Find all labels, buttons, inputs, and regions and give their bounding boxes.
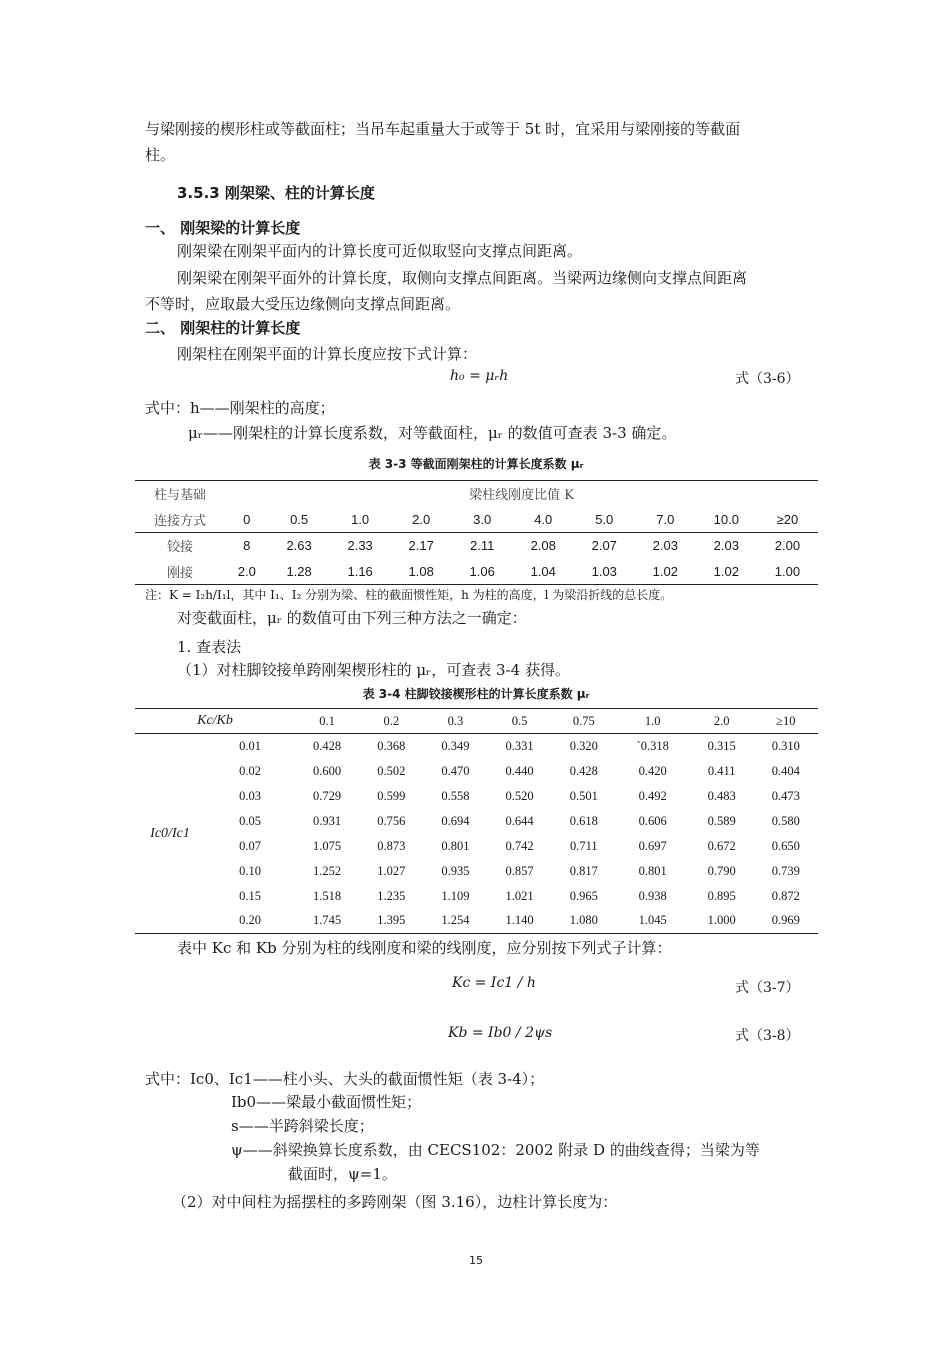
table-cell: 0.935 (441, 863, 470, 878)
table-note: 注：K = I₂h/I₁l，其中 I₁、I₂ 分别为梁、柱的截面惯性矩，h 为柱的高度，l 为梁沿折线的总长度。 (145, 588, 673, 602)
table-cell: 2.63 (286, 538, 312, 554)
table-cell: 1.02 (635, 559, 696, 585)
table-cell: 1.021 (505, 888, 534, 903)
table-cell: 0.558 (441, 788, 470, 803)
table-cell: 0.756 (377, 813, 406, 828)
table-cell: 0.580 (771, 813, 800, 828)
ratio-cell: 0.10 (239, 863, 261, 878)
table-cell: 1.075 (313, 838, 342, 853)
subsection-heading-column: 二、 刚架柱的计算长度 (145, 319, 301, 337)
table-cell: 0.440 (505, 763, 534, 778)
table-cell: 0.790 (707, 863, 736, 878)
column-header: 0.5 (488, 709, 552, 734)
table-row (135, 834, 818, 859)
span-header: 梁柱线刚度比值 K (225, 481, 818, 507)
row-label: 刚接 (135, 559, 225, 585)
row-label: 铰接 (166, 540, 193, 556)
row-header: 柱与基础 (135, 481, 225, 507)
table-cell: 0.650 (771, 838, 800, 853)
table-cell: 2.03 (652, 538, 678, 554)
table-cell: 0.310 (771, 738, 800, 753)
paragraph-line: 与梁刚接的楔形柱或等截面柱；当吊车起重量大于或等于 5t 时，宜采用与梁刚接的等截面 (145, 120, 741, 138)
table-cell: 0.428 (313, 738, 342, 753)
ratio-cell: 0.03 (239, 788, 261, 803)
table-3-3 (135, 480, 818, 585)
table-cell: 2.17 (408, 538, 434, 554)
equation-number: 式（3-6） (735, 371, 800, 387)
table-cell: 1.254 (423, 909, 487, 934)
table-cell: 0.644 (505, 813, 534, 828)
table-cell: 0.411 (707, 763, 736, 778)
table-cell: 0.483 (707, 788, 736, 803)
table-cell: 7.0 (635, 507, 696, 533)
table-cell: 0.606 (638, 813, 667, 828)
equation-3-8: Kb = Ib0 / 2ψs (448, 1025, 553, 1041)
table-cell: 1.0 (330, 507, 391, 533)
paragraph-line: （2）对中间柱为摇摆柱的多跨刚架（图 3.16），边柱计算长度为： (172, 1193, 618, 1211)
column-header: 2.0 (690, 709, 754, 734)
ratio-cell: 0.20 (205, 909, 295, 934)
table-cell: 2.0 (225, 559, 269, 585)
table-cell: 0.931 (313, 813, 342, 828)
equation-number: 式（3-7） (735, 980, 800, 996)
table-cell: 0.801 (441, 838, 470, 853)
table-cell: 2.08 (530, 538, 556, 554)
table-cell: 1.16 (330, 559, 391, 585)
paragraph-line: s——半跨斜梁长度； (231, 1117, 374, 1135)
table-cell: 2.07 (591, 538, 617, 554)
column-header: 0.2 (359, 709, 423, 734)
table-cell: 1.000 (690, 909, 754, 934)
table-cell: 0.938 (638, 888, 667, 903)
table-cell: 0.729 (313, 788, 342, 803)
table-cell: 1.518 (313, 888, 342, 903)
column-header: 0.75 (552, 709, 616, 734)
table-cell: 0.501 (569, 788, 598, 803)
paragraph-line: 刚架柱在刚架平面的计算长度应按下式计算： (177, 345, 478, 363)
paragraph-line: Ib0——梁最小截面惯性矩； (231, 1093, 422, 1111)
table-cell: 2.33 (347, 538, 373, 554)
table-cell: 1.04 (513, 559, 574, 585)
table-cell: 0 (225, 507, 269, 533)
table-cell: 0.895 (707, 888, 736, 903)
page-number: 15 (469, 1254, 483, 1267)
table-cell: 0.599 (377, 788, 406, 803)
k-values-row (135, 507, 818, 533)
table-cell: 0.817 (569, 863, 598, 878)
table-cell: 1.06 (452, 559, 513, 585)
table-cell: 1.00 (757, 559, 818, 585)
table-cell: 8 (243, 538, 251, 554)
paragraph-line: 柱。 (145, 146, 176, 164)
table-cell: 0.801 (638, 863, 667, 878)
table-cell: 2.11 (470, 538, 495, 554)
column-header: 0.3 (423, 709, 487, 734)
paragraph-line: 截面时，ψ=1。 (288, 1165, 397, 1183)
paragraph-line: 对变截面柱，μᵣ 的数值可由下列三种方法之一确定： (177, 609, 527, 627)
table-cell: 0.694 (441, 813, 470, 828)
table-row (135, 734, 818, 759)
table-cell: 0.969 (754, 909, 818, 934)
ratio-cell: 0.05 (239, 813, 261, 828)
table-cell: 1.252 (313, 863, 342, 878)
equation-3-6: h₀ = μᵣh (450, 368, 509, 384)
table-cell: 0.5 (269, 507, 330, 533)
table-cell: 0.600 (313, 763, 342, 778)
table-3-4 (135, 708, 818, 934)
row-axis-label: Ic0/Ic1 (135, 734, 205, 934)
table-cell: 1.235 (377, 888, 406, 903)
paragraph-line: 不等时，应取最大受压边缘侧向支撑点间距离。 (145, 295, 461, 313)
table-cell: 0.315 (707, 738, 736, 753)
paragraph-line: μᵣ——刚架柱的计算长度系数，对等截面柱，μᵣ 的数值可查表 3-3 确定。 (188, 424, 677, 442)
table-cell: 0.618 (569, 813, 598, 828)
table-cell: 1.02 (696, 559, 757, 585)
ratio-cell: 0.01 (239, 738, 261, 753)
table-cell: 0.492 (638, 788, 667, 803)
paragraph-line: 式中：Ic0、Ic1——柱小头、大头的截面惯性矩（表 3-4）； (145, 1070, 545, 1088)
table-row (135, 559, 818, 585)
table-cell: 0.320 (569, 738, 598, 753)
table-cell: 0.965 (569, 888, 598, 903)
table-cell: 0.420 (638, 763, 667, 778)
table-cell: 2.0 (391, 507, 452, 533)
column-header: ≥10 (754, 709, 818, 734)
table-cell: 1.109 (441, 888, 470, 903)
corner-header: Kc/Kb (135, 709, 295, 734)
table-row (135, 809, 818, 834)
table-cell: 0.331 (505, 738, 534, 753)
table-row (135, 859, 818, 884)
table-cell: 10.0 (696, 507, 757, 533)
ratio-cell: 0.07 (239, 838, 261, 853)
table-row (135, 759, 818, 784)
table-row (135, 884, 818, 909)
table-cell: 1.03 (574, 559, 635, 585)
table-cell: 1.395 (359, 909, 423, 934)
table-cell: 0.739 (771, 863, 800, 878)
equation-number: 式（3-8） (735, 1028, 800, 1044)
table-cell: 0.872 (771, 888, 800, 903)
table-caption: 表 3-4 柱脚铰接楔形柱的计算长度系数 μᵣ (362, 687, 590, 701)
table-cell: 1.045 (616, 909, 690, 934)
section-heading: 3.5.3 刚架梁、柱的计算长度 (177, 184, 375, 202)
table-cell: ≥20 (757, 507, 818, 533)
table-cell: 0.473 (771, 788, 800, 803)
table-row (135, 533, 818, 559)
paragraph-line: 1. 查表法 (177, 638, 242, 656)
table-cell: 1.08 (391, 559, 452, 585)
table-cell: 5.0 (574, 507, 635, 533)
equation-3-7: Kc = Ic1 / h (452, 975, 536, 991)
table-cell: 0.697 (638, 838, 667, 853)
table-cell: 0.520 (505, 788, 534, 803)
table-cell: 1.28 (269, 559, 330, 585)
table-cell: 0.470 (441, 763, 470, 778)
row-header: 连接方式 (135, 507, 225, 533)
table-cell: 0.502 (377, 763, 406, 778)
header-row (135, 709, 818, 734)
table-cell: 0.857 (505, 863, 534, 878)
table-cell: 4.0 (513, 507, 574, 533)
paragraph-line: 刚架梁在刚架平面内的计算长度可近似取竖向支撑点间距离。 (177, 242, 583, 260)
paragraph-line: ψ——斜梁换算长度系数，由 CECS102：2002 附录 D 的曲线查得；当梁为等 (231, 1141, 760, 1159)
table-cell: 2.03 (713, 538, 739, 554)
table-cell: 0.711 (569, 838, 598, 853)
column-header: 1.0 (616, 709, 690, 734)
table-cell: 0.672 (707, 838, 736, 853)
table-cell: 0.428 (569, 763, 598, 778)
table-cell: 1.080 (552, 909, 616, 934)
subsection-heading-beam: 一、 刚架梁的计算长度 (145, 219, 301, 237)
ratio-cell: 0.02 (239, 763, 261, 778)
table-caption: 表 3-3 等截面刚架柱的计算长度系数 μᵣ (368, 457, 584, 471)
table-cell: 0.742 (505, 838, 534, 853)
ratio-cell: 0.15 (239, 888, 261, 903)
table-cell: 0.404 (771, 763, 800, 778)
paragraph-line: 表中 Kc 和 Kb 分别为柱的线刚度和梁的线刚度，应分别按下列式子计算： (177, 939, 672, 957)
table-cell: 3.0 (452, 507, 513, 533)
table-cell: 2.00 (774, 538, 801, 554)
table-row (135, 909, 818, 934)
table-cell: 0.368 (377, 738, 406, 753)
paragraph-line: 刚架梁在刚架平面外的计算长度，取侧向支撑点间距离。当梁两边缘侧向支撑点间距离 (177, 269, 748, 287)
paragraph-line: （1）对柱脚铰接单跨刚架楔形柱的 μᵣ，可查表 3-4 获得。 (177, 661, 570, 679)
table-cell: 0.349 (441, 738, 470, 753)
table-cell: 1.027 (377, 863, 406, 878)
table-cell: 0.589 (707, 813, 736, 828)
table-cell: 1.140 (488, 909, 552, 934)
table-cell: 0.873 (377, 838, 406, 853)
table-cell: 1.745 (295, 909, 359, 934)
table-row (135, 784, 818, 809)
table-cell: `0.318 (636, 738, 669, 753)
column-header: 0.1 (295, 709, 359, 734)
paragraph-line: 式中：h——刚架柱的高度； (145, 399, 335, 417)
